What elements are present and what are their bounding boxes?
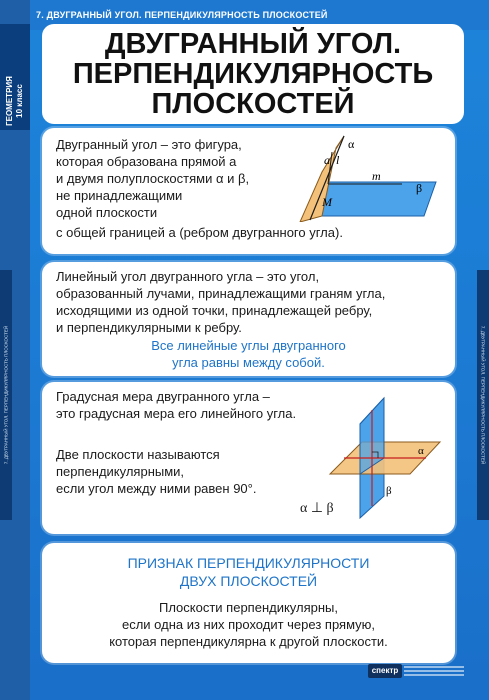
right-vertical-text: 7. ДВУГРАННЫЙ УГОЛ. ПЕРПЕНДИКУЛЯРНОСТЬ ПЛОСКОСТЕЙ bbox=[480, 325, 486, 465]
perpendicular-formula: α ⊥ β bbox=[300, 501, 334, 516]
criterion-line-2: если одна из них проходит через прямую, bbox=[121, 617, 376, 632]
degree-line-1: Градусная мера двугранного угла – bbox=[56, 389, 270, 404]
highlight-line-2: угла равны между собой. bbox=[172, 355, 325, 370]
right-vertical-strip bbox=[477, 270, 489, 520]
title-box bbox=[42, 24, 464, 124]
fig-label-beta: β bbox=[416, 181, 423, 195]
linear-line-3: исходящими из одной точки, принадлежащей ребру, bbox=[56, 303, 373, 318]
brand-logo: спектр bbox=[368, 664, 402, 678]
fig-label-a: a bbox=[324, 153, 330, 167]
def-line-4: не принадлежащими bbox=[56, 188, 183, 203]
criterion-line-1: Плоскости перпендикулярны, bbox=[158, 600, 339, 615]
subject-tab bbox=[0, 24, 30, 130]
perp-line-1: Две плоскости называются bbox=[56, 447, 220, 462]
subject-label bbox=[5, 76, 25, 126]
left-vertical-text: 7. ДВУГРАННЫЙ УГОЛ. ПЕРПЕНДИКУЛЯРНОСТЬ ПЛОСКОСТЕЙ bbox=[3, 325, 9, 465]
dihedral-angle-figure bbox=[292, 134, 442, 222]
highlight-line-1: Все линейные углы двугранного bbox=[151, 338, 346, 353]
def-line-6: с общей границей a (ребром двугранного угла). bbox=[56, 225, 343, 240]
def-line-2: которая образована прямой a bbox=[56, 154, 237, 169]
perp-line-3: если угол между ними равен 90°. bbox=[56, 481, 257, 496]
left-vertical-strip bbox=[0, 270, 12, 520]
def-line-5: одной плоскости bbox=[56, 205, 158, 220]
criterion-line-3: которая перпендикулярна к другой плоскости. bbox=[109, 634, 388, 649]
fig-label-alpha: α bbox=[348, 137, 355, 151]
linear-angle-card bbox=[42, 262, 455, 376]
linear-line-2: образованный лучами, принадлежащими граням угла, bbox=[56, 286, 386, 301]
title-line-2: ПЕРПЕНДИКУЛЯРНОСТЬ bbox=[72, 58, 434, 90]
def-line-1: Двугранный угол – это фигура, bbox=[56, 137, 242, 152]
fig-label-M: M bbox=[322, 195, 332, 209]
top-heading: 7. ДВУГРАННЫЙ УГОЛ. ПЕРПЕНДИКУЛЯРНОСТЬ ПЛОСКОСТЕЙ bbox=[36, 10, 328, 20]
subject-name: ГЕОМЕТРИЯ bbox=[5, 76, 14, 126]
publisher-info bbox=[404, 664, 464, 678]
fig-label-l: l bbox=[336, 153, 340, 167]
plane-label-beta: β bbox=[386, 485, 392, 497]
perpendicular-planes-figure bbox=[322, 390, 442, 520]
degree-line-2: это градусная мера его линейного угла. bbox=[56, 406, 297, 421]
perpendicular-planes-card bbox=[42, 382, 455, 534]
criterion-card bbox=[42, 543, 455, 663]
plane-label-alpha: α bbox=[418, 445, 424, 457]
perp-line-2: перпендикулярными, bbox=[56, 464, 185, 479]
criterion-heading-1: ПРИЗНАК ПЕРПЕНДИКУЛЯРНОСТИ bbox=[127, 555, 370, 571]
fig-label-m: m bbox=[372, 169, 381, 183]
title-line-3: ПЛОСКОСТЕЙ bbox=[151, 88, 355, 120]
def-line-3: и двумя полуплоскостями α и β, bbox=[56, 171, 250, 186]
title-line-1: ДВУГРАННЫЙ УГОЛ. bbox=[104, 28, 402, 60]
criterion-heading-2: ДВУХ ПЛОСКОСТЕЙ bbox=[179, 573, 318, 589]
linear-line-4: и перпендикулярными к ребру. bbox=[56, 320, 242, 335]
definition-card bbox=[42, 128, 455, 254]
subject-grade: 10 класс bbox=[15, 84, 24, 118]
linear-line-1: Линейный угол двугранного угла – это угол, bbox=[56, 269, 320, 284]
